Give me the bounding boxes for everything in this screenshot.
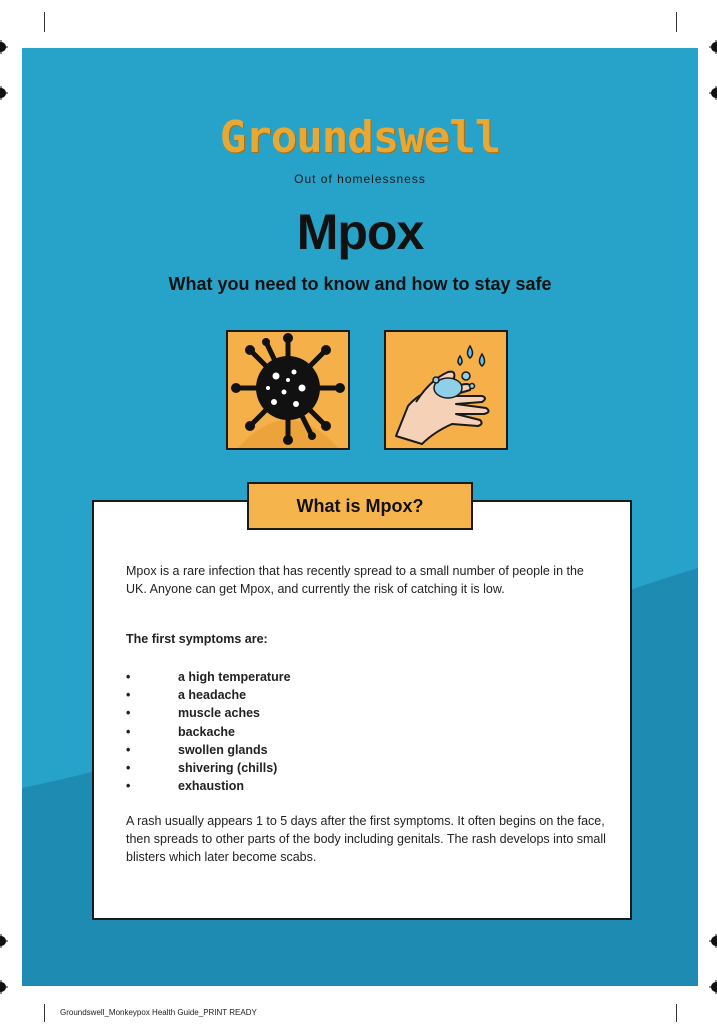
bullet: • (126, 742, 131, 757)
list-item (126, 704, 606, 722)
list-item (126, 759, 606, 777)
poster (22, 48, 698, 986)
bullet: • (126, 760, 131, 775)
bullet: • (126, 724, 131, 739)
registration-mark-icon (0, 86, 8, 100)
registration-mark-icon (709, 980, 717, 994)
hand-washing-icon (384, 330, 508, 450)
registration-mark-icon (0, 980, 8, 994)
section-heading: What is Mpox? (247, 482, 473, 530)
info-card (92, 500, 632, 920)
list-item (126, 777, 606, 795)
registration-mark-icon (709, 934, 717, 948)
registration-mark-icon (709, 86, 717, 100)
symptoms-list (126, 668, 606, 795)
virus-icon (226, 330, 350, 450)
symptom-label: swollen glands (178, 742, 268, 757)
list-item (126, 741, 606, 759)
groundswell-logo: Groundswell (219, 112, 501, 163)
symptom-label: muscle aches (178, 706, 260, 721)
page-subtitle: What you need to know and how to stay safe (168, 274, 552, 294)
registration-mark-icon (0, 40, 8, 54)
footer-filename: Groundswell_Monkeypox Health Guide_PRINT READY (60, 1008, 257, 1017)
crop-mark (676, 12, 677, 32)
registration-mark-icon (0, 934, 8, 948)
bullet: • (126, 688, 131, 703)
symptoms-heading: The first symptoms are: (126, 632, 268, 646)
bullet: • (126, 706, 131, 721)
crop-mark (44, 1004, 45, 1022)
symptom-label: a high temperature (178, 670, 291, 684)
intro-text: Mpox is a rare infection that has recently spread to a small number of people in the UK. Anyone can get Mpox, and currently the risk of catching it is low. (126, 564, 584, 596)
symptom-label: exhaustion (178, 779, 244, 794)
bullet: • (126, 779, 131, 794)
crop-mark (44, 12, 45, 32)
symptom-label: shivering (chills) (178, 760, 278, 775)
brand-tagline: Out of homelessness (294, 172, 426, 186)
registration-mark-icon (709, 40, 717, 54)
crop-mark (676, 1004, 677, 1022)
symptom-label: a headache (178, 688, 247, 703)
list-item (126, 668, 606, 686)
bullet: • (126, 670, 131, 684)
list-item (126, 686, 606, 704)
page-title: Mpox (296, 204, 424, 260)
symptom-label: backache (178, 724, 235, 739)
list-item (126, 723, 606, 741)
rash-text: A rash usually appears 1 to 5 days after the first symptoms. It often begins on the face, then spreads to other parts of the body including genitals. The rash develops into small blisters which later become scabs. (126, 814, 606, 864)
